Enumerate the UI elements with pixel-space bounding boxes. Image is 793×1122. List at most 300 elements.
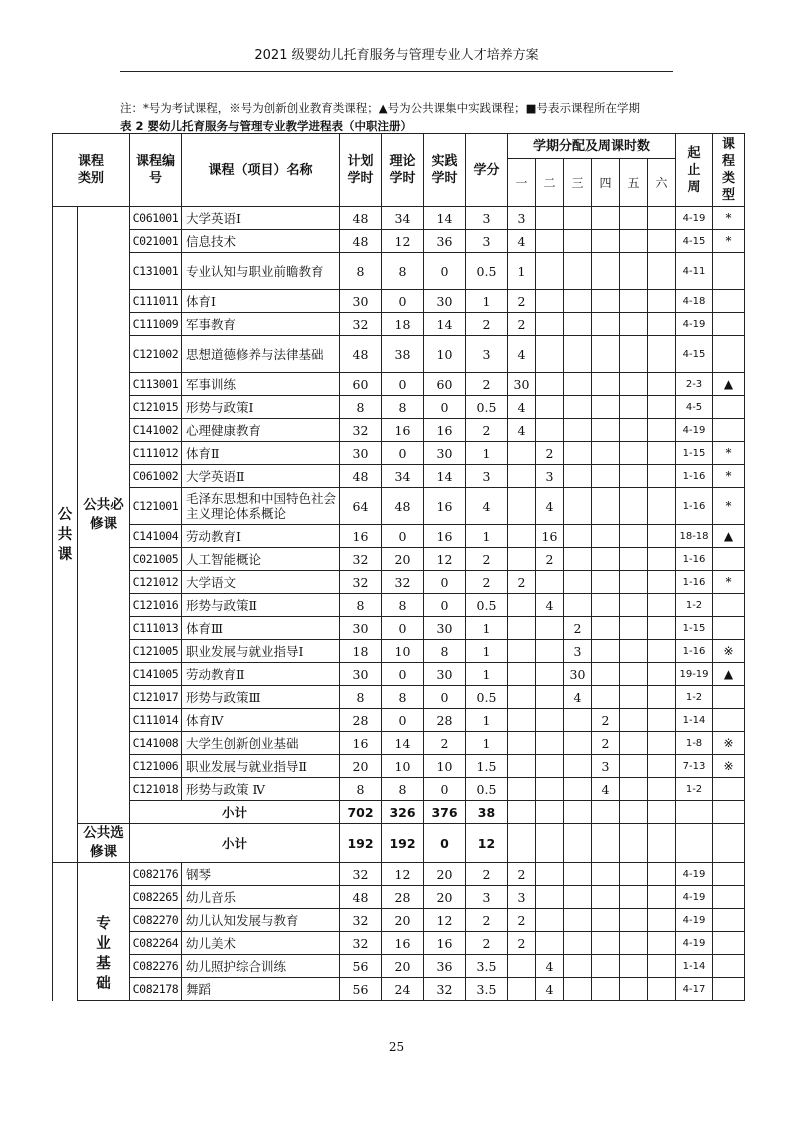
practice-hours-cell: 0 [424, 396, 466, 419]
semester-6-cell [648, 419, 676, 442]
semester-1-cell: 2 [508, 909, 536, 932]
weeks-cell: 1-15 [676, 442, 713, 465]
practice-hours-cell: 16 [424, 419, 466, 442]
subtotal-credit: 38 [466, 801, 508, 824]
course-type-cell: * [713, 442, 745, 465]
weeks-cell: 1-8 [676, 732, 713, 755]
course-type-cell: ※ [713, 732, 745, 755]
course-code-cell: C082276 [130, 955, 182, 978]
theory-hours-cell: 0 [382, 663, 424, 686]
weeks-cell: 1-15 [676, 617, 713, 640]
semester-1-cell [508, 755, 536, 778]
semester-4-cell [592, 663, 620, 686]
semester-4-cell [592, 978, 620, 1001]
course-code-cell: C121016 [130, 594, 182, 617]
course-code-cell: C061001 [130, 207, 182, 230]
credits-cell: 1 [466, 709, 508, 732]
theory-hours-cell: 28 [382, 886, 424, 909]
semester-4-cell [592, 571, 620, 594]
semester-4-cell [592, 525, 620, 548]
course-name-cell: 职业发展与就业指导Ⅱ [182, 755, 340, 778]
semester-6-cell [648, 290, 676, 313]
table-row [53, 488, 745, 525]
semester-2-cell [536, 617, 564, 640]
credits-cell: 1 [466, 290, 508, 313]
credits-cell: 0.5 [466, 686, 508, 709]
semester-2-cell [536, 778, 564, 801]
semester-4-cell: 2 [592, 732, 620, 755]
weeks-cell: 1-16 [676, 640, 713, 663]
header-rule [120, 71, 673, 72]
semester-2-cell [536, 571, 564, 594]
document-header-title: 2021 级婴幼儿托育服务与管理专业人才培养方案 [254, 48, 539, 63]
credits-cell: 3 [466, 465, 508, 488]
semester-3-cell [564, 594, 592, 617]
semester-1-cell [508, 955, 536, 978]
semester-1-cell: 4 [508, 396, 536, 419]
credits-cell: 1 [466, 732, 508, 755]
semester-3-cell [564, 909, 592, 932]
col-header-semester-group: 学期分配及周课时数 [508, 134, 676, 159]
semester-6-cell [648, 617, 676, 640]
semester-5-cell [620, 863, 648, 886]
semester-1-cell: 4 [508, 230, 536, 253]
plan-hours-cell: 64 [340, 488, 382, 525]
weeks-cell: 1-14 [676, 709, 713, 732]
semester-3-cell [564, 863, 592, 886]
semester-5-cell [620, 373, 648, 396]
semester-3-cell [564, 336, 592, 373]
semester-4-cell [592, 230, 620, 253]
empty-cell [713, 801, 745, 824]
semester-5-cell [620, 886, 648, 909]
course-name-cell: 军事训练 [182, 373, 340, 396]
practice-hours-cell: 20 [424, 863, 466, 886]
col-header-plan-hours: 计划 学时 [340, 134, 382, 207]
practice-hours-cell: 8 [424, 640, 466, 663]
col-header-practice-hours: 实践 学时 [424, 134, 466, 207]
semester-6-cell [648, 932, 676, 955]
semester-1-cell: 2 [508, 313, 536, 336]
semester-3-cell [564, 886, 592, 909]
semester-5-cell [620, 488, 648, 525]
course-code-cell: C141002 [130, 419, 182, 442]
semester-3-cell [564, 207, 592, 230]
semester-5-cell [620, 230, 648, 253]
theory-hours-cell: 24 [382, 978, 424, 1001]
semester-2-cell: 4 [536, 488, 564, 525]
col-header-semester-3: 三 [564, 159, 592, 207]
table-row [53, 525, 745, 548]
weeks-cell: 4-19 [676, 863, 713, 886]
semester-6-cell [648, 396, 676, 419]
course-name-cell: 形势与政策Ⅱ [182, 594, 340, 617]
credits-cell: 1.5 [466, 755, 508, 778]
semester-1-cell: 3 [508, 207, 536, 230]
subtotal-credit: 12 [466, 824, 508, 863]
semester-5-cell [620, 442, 648, 465]
theory-hours-cell: 0 [382, 373, 424, 396]
course-type-cell [713, 396, 745, 419]
table-row [53, 932, 745, 955]
semester-4-cell [592, 955, 620, 978]
col-header-semester-4: 四 [592, 159, 620, 207]
col-header-semester-2: 二 [536, 159, 564, 207]
semester-1-cell: 4 [508, 336, 536, 373]
empty-cell [592, 801, 620, 824]
practice-hours-cell: 2 [424, 732, 466, 755]
course-code-cell: C121017 [130, 686, 182, 709]
theory-hours-cell: 0 [382, 617, 424, 640]
credits-cell: 3.5 [466, 955, 508, 978]
subtotal-theory: 192 [382, 824, 424, 863]
course-name-cell: 职业发展与就业指导Ⅰ [182, 640, 340, 663]
course-code-cell: C111009 [130, 313, 182, 336]
table-row [53, 571, 745, 594]
weeks-cell: 4-15 [676, 336, 713, 373]
semester-6-cell [648, 525, 676, 548]
course-code-cell: C111013 [130, 617, 182, 640]
semester-5-cell [620, 396, 648, 419]
table-row [53, 548, 745, 571]
semester-1-cell: 3 [508, 886, 536, 909]
theory-hours-cell: 16 [382, 419, 424, 442]
semester-2-cell [536, 207, 564, 230]
course-name-cell: 形势与政策Ⅰ [182, 396, 340, 419]
subtotal-practice: 376 [424, 801, 466, 824]
semester-4-cell: 2 [592, 709, 620, 732]
table-row [53, 732, 745, 755]
semester-1-cell [508, 465, 536, 488]
col-header-weeks: 起 止 周 [676, 134, 713, 207]
semester-4-cell [592, 373, 620, 396]
table-row [53, 313, 745, 336]
semester-2-cell: 4 [536, 978, 564, 1001]
plan-hours-cell: 48 [340, 230, 382, 253]
plan-hours-cell: 48 [340, 465, 382, 488]
course-code-cell: C121001 [130, 488, 182, 525]
course-code-cell: C082264 [130, 932, 182, 955]
semester-1-cell [508, 686, 536, 709]
semester-1-cell: 2 [508, 932, 536, 955]
semester-2-cell [536, 732, 564, 755]
course-code-cell: C082178 [130, 978, 182, 1001]
section-label-public-elective-text: 公共选 修课 [83, 825, 124, 860]
empty-cell [676, 824, 713, 863]
plan-hours-cell: 32 [340, 571, 382, 594]
practice-hours-cell: 20 [424, 886, 466, 909]
table-row [53, 663, 745, 686]
plan-hours-cell: 16 [340, 732, 382, 755]
course-code-cell: C111014 [130, 709, 182, 732]
plan-hours-cell: 60 [340, 373, 382, 396]
course-code-cell: C061002 [130, 465, 182, 488]
plan-hours-cell: 48 [340, 886, 382, 909]
semester-6-cell [648, 778, 676, 801]
course-type-cell [713, 419, 745, 442]
semester-5-cell [620, 978, 648, 1001]
course-type-cell: ▲ [713, 373, 745, 396]
practice-hours-cell: 36 [424, 230, 466, 253]
credits-cell: 1 [466, 640, 508, 663]
semester-2-cell [536, 755, 564, 778]
semester-2-cell: 3 [536, 465, 564, 488]
semester-3-cell [564, 396, 592, 419]
table-row [53, 230, 745, 253]
section-label-major-basic-text: 专 业 基 础 [96, 916, 111, 992]
semester-4-cell [592, 488, 620, 525]
course-type-cell [713, 978, 745, 1001]
table-row [53, 419, 745, 442]
course-name-cell: 心理健康教育 [182, 419, 340, 442]
semester-6-cell [648, 442, 676, 465]
course-code-cell: C111011 [130, 290, 182, 313]
plan-hours-cell: 30 [340, 617, 382, 640]
course-type-cell: * [713, 488, 745, 525]
semester-3-cell [564, 253, 592, 290]
course-name-cell: 大学生创新创业基础 [182, 732, 340, 755]
empty-cell [676, 801, 713, 824]
semester-4-cell [592, 396, 620, 419]
plan-hours-cell: 8 [340, 778, 382, 801]
course-name-cell: 舞蹈 [182, 978, 340, 1001]
semester-2-cell [536, 886, 564, 909]
plan-hours-cell: 20 [340, 755, 382, 778]
semester-2-cell [536, 932, 564, 955]
course-code-cell: C141008 [130, 732, 182, 755]
practice-hours-cell: 28 [424, 709, 466, 732]
semester-1-cell [508, 594, 536, 617]
course-name-cell: 专业认知与职业前瞻教育 [182, 253, 340, 290]
credits-cell: 2 [466, 313, 508, 336]
practice-hours-cell: 14 [424, 465, 466, 488]
course-type-cell [713, 909, 745, 932]
plan-hours-cell: 16 [340, 525, 382, 548]
semester-6-cell [648, 955, 676, 978]
course-name-cell: 大学英语Ⅱ [182, 465, 340, 488]
semester-3-cell [564, 955, 592, 978]
semester-6-cell [648, 978, 676, 1001]
course-name-cell: 体育Ⅱ [182, 442, 340, 465]
semester-1-cell [508, 617, 536, 640]
course-code-cell: C121018 [130, 778, 182, 801]
semester-5-cell [620, 663, 648, 686]
weeks-cell: 7-13 [676, 755, 713, 778]
credits-cell: 2 [466, 419, 508, 442]
theory-hours-cell: 12 [382, 230, 424, 253]
semester-6-cell [648, 230, 676, 253]
semester-1-cell [508, 442, 536, 465]
practice-hours-cell: 30 [424, 442, 466, 465]
practice-hours-cell: 12 [424, 548, 466, 571]
credits-cell: 2 [466, 373, 508, 396]
semester-4-cell [592, 465, 620, 488]
theory-hours-cell: 16 [382, 932, 424, 955]
page-number: 25 [388, 1040, 405, 1054]
subtotal-label: 小计 [130, 824, 340, 863]
plan-hours-cell: 48 [340, 336, 382, 373]
semester-2-cell [536, 290, 564, 313]
course-name-cell: 人工智能概论 [182, 548, 340, 571]
practice-hours-cell: 10 [424, 336, 466, 373]
semester-3-cell [564, 230, 592, 253]
credits-cell: 1 [466, 663, 508, 686]
semester-6-cell [648, 336, 676, 373]
semester-1-cell [508, 732, 536, 755]
plan-hours-cell: 32 [340, 863, 382, 886]
empty-cell [508, 824, 536, 863]
semester-1-cell: 1 [508, 253, 536, 290]
course-type-cell [713, 886, 745, 909]
theory-hours-cell: 38 [382, 336, 424, 373]
semester-3-cell [564, 373, 592, 396]
semester-4-cell [592, 419, 620, 442]
semester-1-cell [508, 525, 536, 548]
col-header-semester-6: 六 [648, 159, 676, 207]
semester-4-cell [592, 932, 620, 955]
course-name-cell: 军事教育 [182, 313, 340, 336]
semester-5-cell [620, 419, 648, 442]
semester-2-cell: 2 [536, 442, 564, 465]
section-label-public [53, 207, 78, 863]
practice-hours-cell: 14 [424, 313, 466, 336]
semester-1-cell [508, 709, 536, 732]
plan-hours-cell: 32 [340, 909, 382, 932]
theory-hours-cell: 0 [382, 290, 424, 313]
course-type-cell: ※ [713, 640, 745, 663]
weeks-cell: 4-18 [676, 290, 713, 313]
semester-3-cell [564, 778, 592, 801]
empty-cell [620, 801, 648, 824]
course-type-cell [713, 686, 745, 709]
course-name-cell: 体育Ⅳ [182, 709, 340, 732]
practice-hours-cell: 12 [424, 909, 466, 932]
course-code-cell: C021001 [130, 230, 182, 253]
semester-6-cell [648, 253, 676, 290]
table-row [53, 955, 745, 978]
table-row [53, 290, 745, 313]
practice-hours-cell: 0 [424, 253, 466, 290]
semester-1-cell [508, 778, 536, 801]
theory-hours-cell: 8 [382, 253, 424, 290]
weeks-cell: 4-11 [676, 253, 713, 290]
semester-5-cell [620, 290, 648, 313]
plan-hours-cell: 8 [340, 253, 382, 290]
semester-1-cell [508, 978, 536, 1001]
semester-5-cell [620, 525, 648, 548]
weeks-cell: 19-19 [676, 663, 713, 686]
semester-5-cell [620, 313, 648, 336]
semester-5-cell [620, 686, 648, 709]
col-header-theory-hours: 理论 学时 [382, 134, 424, 207]
course-code-cell: C141004 [130, 525, 182, 548]
course-name-cell: 大学英语Ⅰ [182, 207, 340, 230]
semester-3-cell [564, 978, 592, 1001]
semester-5-cell [620, 709, 648, 732]
credits-cell: 1 [466, 442, 508, 465]
course-type-cell: * [713, 465, 745, 488]
semester-2-cell [536, 373, 564, 396]
semester-1-cell: 2 [508, 863, 536, 886]
course-code-cell: C121005 [130, 640, 182, 663]
semester-6-cell [648, 548, 676, 571]
table-caption: 表 2 婴幼儿托育服务与管理专业教学进程表（中职注册） [120, 119, 413, 133]
semester-4-cell [592, 594, 620, 617]
weeks-cell: 1-2 [676, 686, 713, 709]
course-code-cell: C021005 [130, 548, 182, 571]
section-label-public-required [78, 207, 130, 824]
course-code-cell: C113001 [130, 373, 182, 396]
col-header-name: 课程（项目）名称 [182, 134, 340, 207]
semester-5-cell [620, 253, 648, 290]
empty-cell [508, 801, 536, 824]
course-code-cell: C082265 [130, 886, 182, 909]
course-code-cell: C111012 [130, 442, 182, 465]
theory-hours-cell: 34 [382, 465, 424, 488]
practice-hours-cell: 10 [424, 755, 466, 778]
semester-3-cell [564, 419, 592, 442]
course-name-cell: 毛泽东思想和中国特色社会主义理论体系概论 [182, 488, 340, 525]
semester-6-cell [648, 863, 676, 886]
course-name-cell: 劳动教育Ⅰ [182, 525, 340, 548]
plan-hours-cell: 8 [340, 594, 382, 617]
semester-6-cell [648, 571, 676, 594]
table-row [53, 778, 745, 801]
theory-hours-cell: 10 [382, 755, 424, 778]
semester-4-cell [592, 863, 620, 886]
teaching-schedule-table [52, 133, 745, 1001]
credits-cell: 2 [466, 932, 508, 955]
semester-2-cell [536, 709, 564, 732]
credits-cell: 3.5 [466, 978, 508, 1001]
semester-1-cell [508, 640, 536, 663]
course-type-cell [713, 778, 745, 801]
semester-4-cell [592, 686, 620, 709]
theory-hours-cell: 32 [382, 571, 424, 594]
table-row [53, 886, 745, 909]
semester-3-cell [564, 732, 592, 755]
subtotal-theory: 326 [382, 801, 424, 824]
semester-3-cell [564, 548, 592, 571]
weeks-cell: 1-2 [676, 778, 713, 801]
empty-cell [713, 824, 745, 863]
table-row [53, 465, 745, 488]
semester-5-cell [620, 755, 648, 778]
col-header-category: 课程 类别 [53, 134, 130, 207]
theory-hours-cell: 8 [382, 396, 424, 419]
table-row [53, 686, 745, 709]
section-blank-inner [78, 863, 130, 909]
semester-5-cell [620, 778, 648, 801]
section-blank [53, 863, 78, 1001]
credits-cell: 3 [466, 230, 508, 253]
semester-4-cell [592, 313, 620, 336]
col-header-code: 课程编 号 [130, 134, 182, 207]
course-name-cell: 劳动教育Ⅱ [182, 663, 340, 686]
semester-4-cell [592, 886, 620, 909]
empty-cell [620, 824, 648, 863]
semester-5-cell [620, 932, 648, 955]
table-row [53, 709, 745, 732]
semester-3-cell [564, 709, 592, 732]
credits-cell: 3 [466, 886, 508, 909]
col-header-semester-1: 一 [508, 159, 536, 207]
weeks-cell: 1-16 [676, 548, 713, 571]
semester-4-cell [592, 290, 620, 313]
semester-2-cell [536, 313, 564, 336]
theory-hours-cell: 20 [382, 909, 424, 932]
semester-3-cell: 4 [564, 686, 592, 709]
